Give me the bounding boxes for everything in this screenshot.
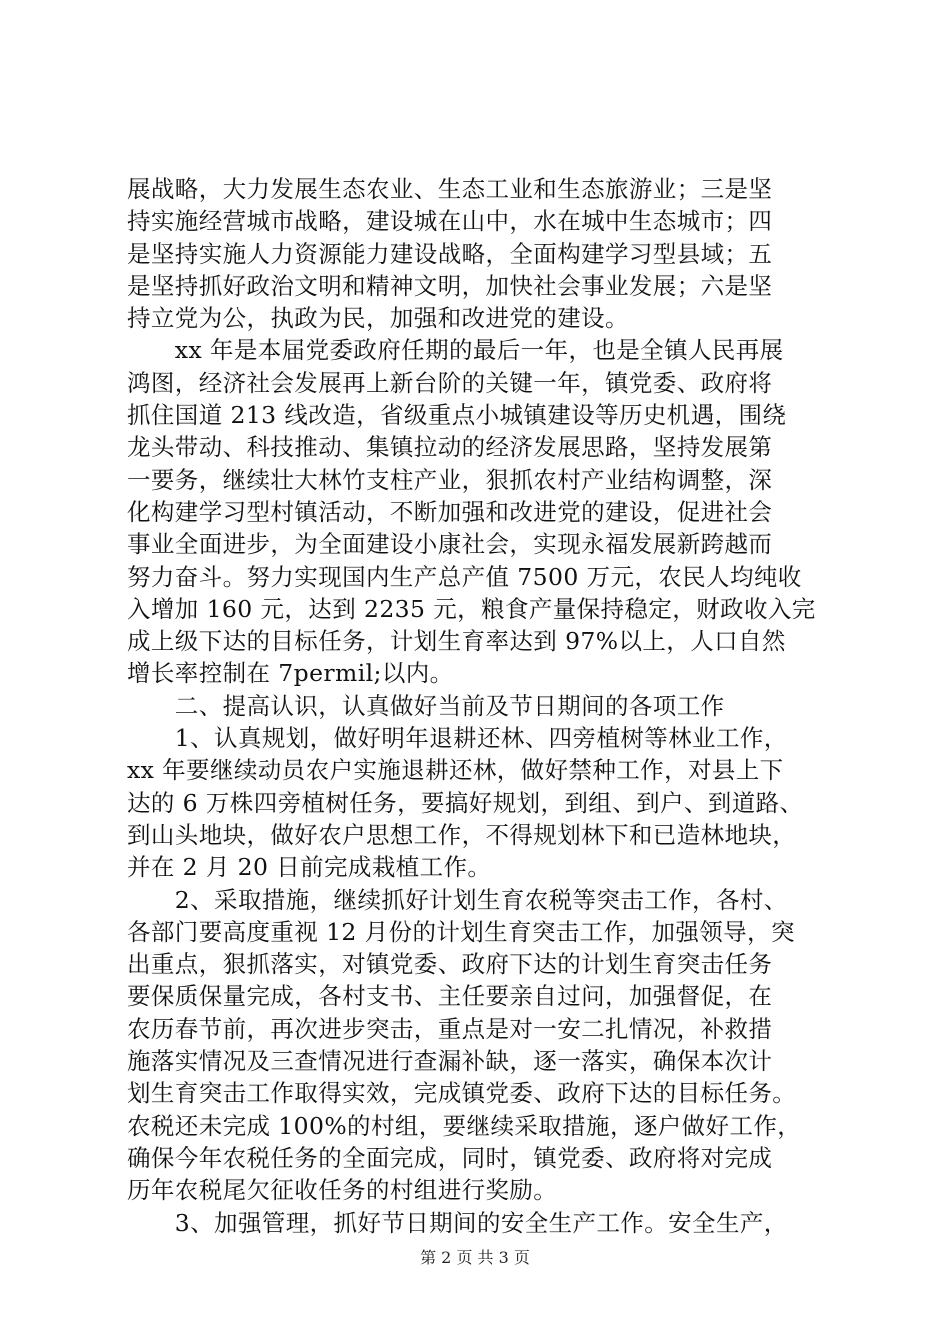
text-line: 2、采取措施，继续抓好计划生育农税等突击工作，各村、 bbox=[127, 885, 788, 914]
text-line: 农税还未完成 100%的村组，要继续采取措施，逐户做好工作， bbox=[127, 1111, 802, 1140]
text-line: 龙头带动、科技推动、集镇拉动的经济发展思路，坚持发展第 bbox=[127, 433, 773, 462]
text-line: 要保质保量完成，各村支书、主任要亲自过问，加强督促，在 bbox=[127, 982, 773, 1011]
text-line: 抓住国道 213 线改造，省级重点小城镇建设等历史机遇，围绕 bbox=[127, 401, 787, 430]
text-line: 事业全面进步，为全面建设小康社会，实现永福发展新跨越而 bbox=[127, 530, 773, 559]
text-line: 1、认真规划，做好明年退耕还林、四旁植树等林业工作， bbox=[127, 724, 788, 753]
document-body bbox=[127, 173, 827, 1239]
text-line: 历年农税尾欠征收任务的村组进行奖励。 bbox=[127, 1176, 558, 1205]
text-line: 一要务，继续壮大林竹支柱产业，狠抓农村产业结构调整，深 bbox=[127, 465, 773, 494]
page-footer: 第 2 页 共 3 页 bbox=[420, 1248, 530, 1267]
text-line: 确保今年农税任务的全面完成，同时，镇党委、政府将对完成 bbox=[127, 1143, 773, 1172]
text-line: 各部门要高度重视 12 月份的计划生育突击工作，加强领导，突 bbox=[127, 917, 795, 946]
text-line: 并在 2 月 20 日前完成栽植工作。 bbox=[127, 853, 492, 882]
text-line: 是坚持抓好政治文明和精神文明，加快社会事业发展；六是坚 bbox=[127, 271, 773, 300]
text-line: 二、提高认识，认真做好当前及节日期间的各项工作 bbox=[127, 691, 725, 720]
text-line: 增长率控制在 7permil;以内。 bbox=[127, 659, 454, 688]
text-line: 展战略，大力发展生态农业、生态工业和生态旅游业；三是坚 bbox=[127, 175, 773, 203]
text-line: 划生育突击工作取得实效，完成镇党委、政府下达的目标任务。 bbox=[127, 1079, 797, 1108]
text-line: 农历春节前，再次进步突击，重点是对一安二扎情况，补救措 bbox=[127, 1014, 773, 1043]
text-line: xx 年要继续动员农户实施退耕还林，做好禁种工作，对县上下 bbox=[127, 756, 784, 785]
text-line: 成上级下达的目标任务，计划生育率达到 97%以上，人口自然 bbox=[127, 627, 786, 656]
text-line: 达的 6 万株四旁植树任务，要搞好规划，到组、到户、到道路、 bbox=[127, 788, 804, 817]
text-line: 努力奋斗。努力实现国内生产总产值 7500 万元，农民人均纯收 bbox=[127, 562, 802, 591]
text-line: 持实施经营城市战略，建设城在山中，水在城中生态城市；四 bbox=[127, 207, 773, 236]
text-line: 持立党为公，执政为民，加强和改进党的建设。 bbox=[127, 304, 629, 333]
text-line: 3、加强管理，抓好节日期间的安全生产工作。安全生产， bbox=[127, 1208, 788, 1237]
text-line: 出重点，狠抓落实，对镇党委、政府下达的计划生育突击任务 bbox=[127, 950, 773, 979]
text-line: 化构建学习型村镇活动，不断加强和改进党的建设，促进社会 bbox=[127, 497, 773, 526]
text-line: 是坚持实施人力资源能力建设战略，全面构建学习型县域；五 bbox=[127, 239, 773, 268]
text-line: 施落实情况及三查情况进行查漏补缺，逐一落实，确保本次计 bbox=[127, 1047, 773, 1076]
text-line: 入增加 160 元，达到 2235 元，粮食产量保持稳定，财政收入完 bbox=[127, 594, 816, 623]
text-line: xx 年是本届党委政府任期的最后一年，也是全镇人民再展 bbox=[127, 336, 784, 365]
text-line: 鸿图，经济社会发展再上新台阶的关键一年，镇党委、政府将 bbox=[127, 368, 773, 397]
text-line: 到山头地块，做好农户思想工作，不得规划林下和已造林地块， bbox=[127, 820, 797, 849]
